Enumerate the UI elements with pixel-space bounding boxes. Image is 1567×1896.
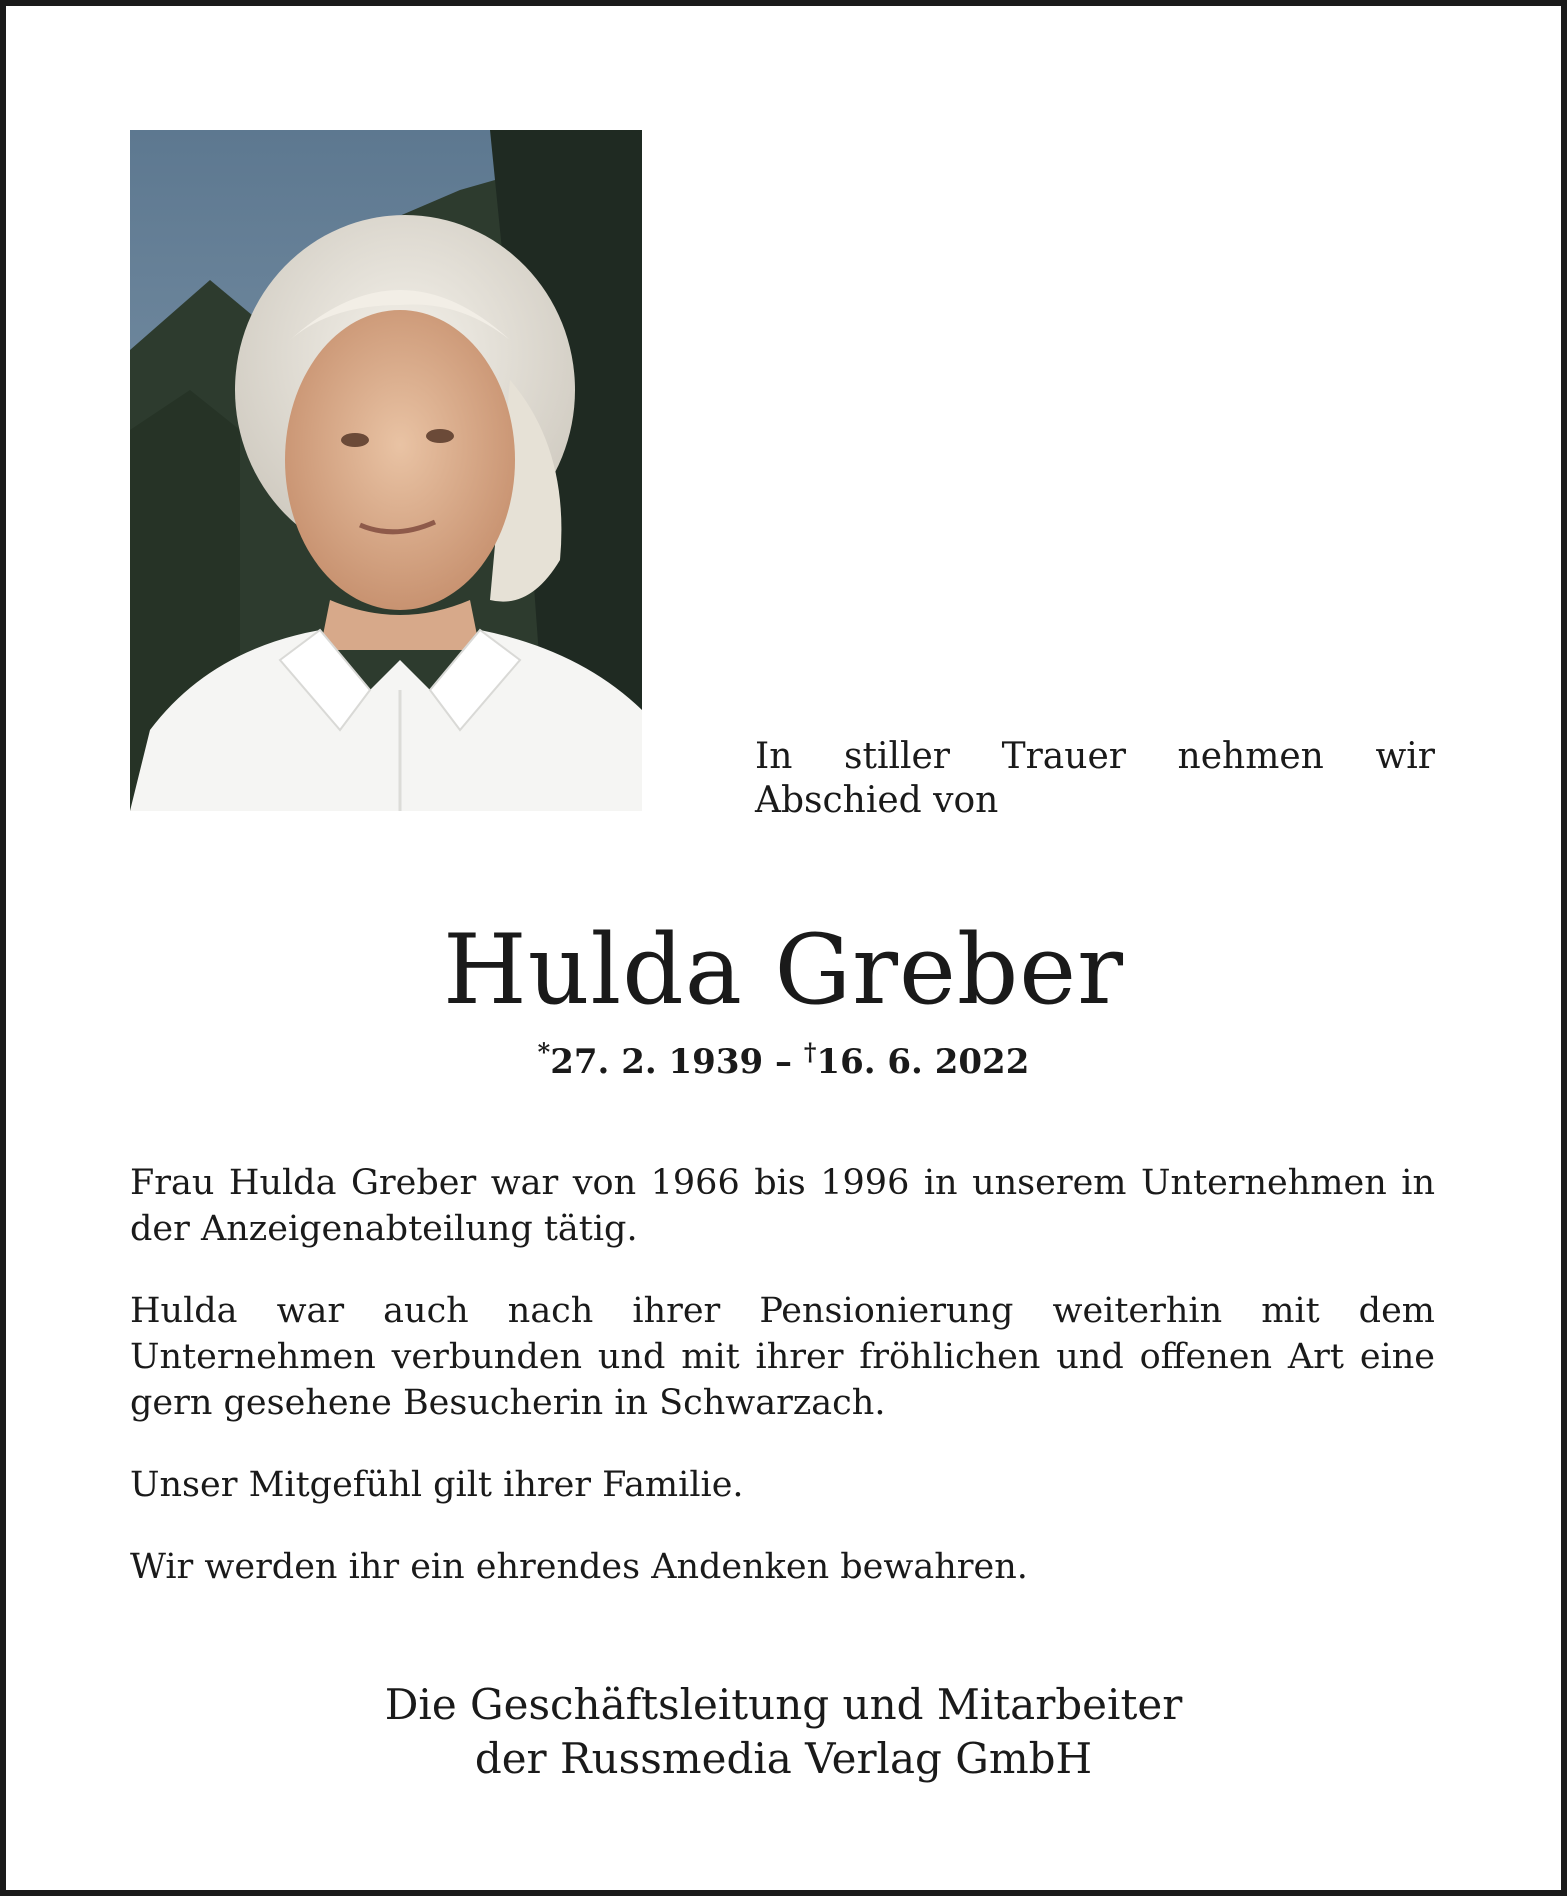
body-paragraph: Wir werden ihr ein ehrendes Andenken bewahren.: [130, 1547, 1028, 1587]
obituary-body: [130, 1160, 1435, 1626]
signature-line-1: Die Geschäftsleitung und Mitarbeiter: [384, 1680, 1183, 1729]
signature: [0, 1678, 1567, 1786]
body-paragraph: Frau Hulda Greber war von 1966 bis 1996 in unserem Unternehmen in der Anzeigenabteilung tätig.: [130, 1163, 1435, 1249]
birth-symbol: *: [537, 1037, 551, 1067]
life-dates: [0, 1037, 1567, 1084]
signature-line-2: der Russmedia Verlag GmbH: [474, 1734, 1093, 1783]
body-paragraph: Unser Mitgefühl gilt ihrer Familie.: [130, 1465, 744, 1505]
date-separator: –: [763, 1042, 804, 1082]
birth-date: 27. 2. 1939: [550, 1042, 764, 1082]
portrait-photo: [130, 130, 642, 811]
death-date: 16. 6. 2022: [816, 1042, 1030, 1082]
deceased-name: Hulda Greber: [443, 914, 1124, 1026]
death-symbol: †: [803, 1037, 817, 1067]
portrait-photo-icon: [130, 130, 642, 811]
body-paragraph: Hulda war auch nach ihrer Pensionierung weiterhin mit dem Unternehmen verbunden und mit ihrer fröhlichen und offenen Art eine gern gesehene Besucherin in Schwarzach.: [130, 1291, 1435, 1423]
intro-text: In stiller Trauer nehmen wir Abschied von: [755, 736, 1435, 821]
